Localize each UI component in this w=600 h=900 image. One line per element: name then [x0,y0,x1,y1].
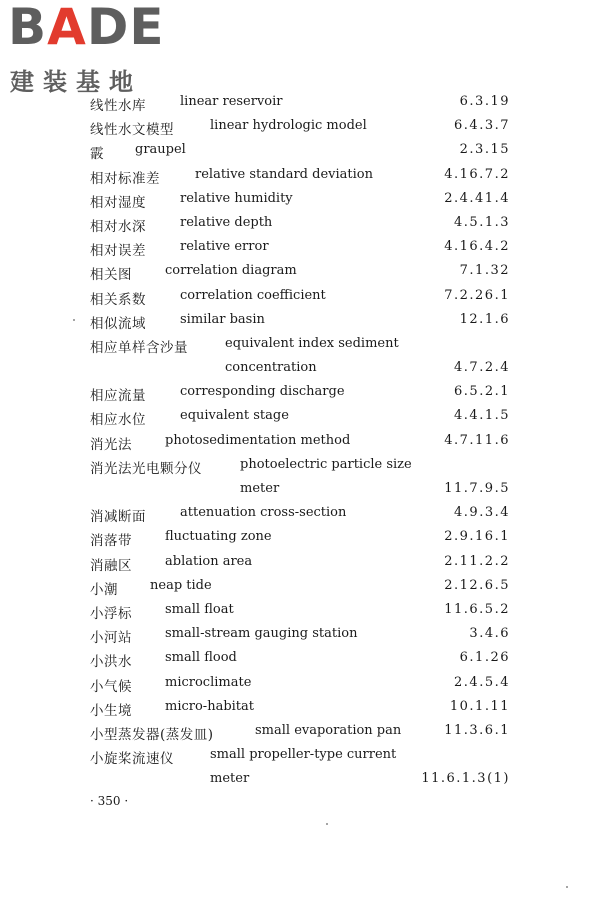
entry-section-reference: 6.4.3.7 [454,118,510,134]
entry-section-reference: 10.1.11 [449,698,510,714]
entry-english-term: relative depth [180,214,273,230]
entry-english-term: micro-habitat [165,698,255,714]
entry-english-term: graupel [135,142,186,158]
entry-section-reference: 4.16.7.2 [444,166,510,182]
entry-section-reference: 4.16.4.2 [444,239,510,255]
entry-chinese-term: 相对标准差 [90,170,160,187]
entry-section-reference: 2.11.2.2 [444,553,510,569]
entry-english-term: correlation diagram [165,263,297,279]
scan-speck [326,823,328,825]
glossary-entry [0,237,600,261]
glossary-entry [0,479,600,503]
glossary-entry [0,527,600,551]
entry-english-term: relative error [180,239,269,255]
brand-logo [8,0,178,96]
glossary-entry [0,165,600,189]
entry-chinese-term: 小潮 [90,581,118,598]
entry-english-term: meter [240,481,280,496]
logo-subtitle: 建装基地 [10,68,142,96]
entry-chinese-term: 小洪水 [90,654,132,671]
glossary-entry [0,648,600,672]
entry-english-term: similar basin [180,311,265,327]
page-number: · 350 · [90,794,129,808]
entry-chinese-term: 小气候 [90,678,132,695]
glossary-entry [0,382,600,406]
entry-chinese-term: 消落带 [90,533,132,550]
glossary-entry [0,503,600,527]
entry-english-term: small-stream gauging station [165,626,358,642]
entry-chinese-term: 小浮标 [90,605,132,622]
entry-section-reference: 2.4.41.4 [444,190,510,206]
entry-english-term: linear hydrologic model [210,118,367,134]
entry-chinese-term: 霰 [90,146,104,163]
entry-section-reference: 4.9.3.4 [454,505,510,521]
glossary-entry [0,116,600,140]
glossary-entry [0,624,600,648]
entry-chinese-term: 消光法光电颗分仪 [90,460,202,477]
entry-english-term: corresponding discharge [180,384,345,400]
glossary-entry [0,358,600,382]
entry-chinese-term: 相关系数 [90,291,146,308]
entry-english-term: equivalent stage [180,408,289,424]
entry-section-reference: 4.7.2.4 [454,360,510,376]
glossary-entry [0,697,600,721]
entry-section-reference: 7.1.32 [459,263,510,279]
entry-section-reference: 4.7.11.6 [444,432,510,448]
entry-english-term: fluctuating zone [165,529,272,545]
entry-section-reference: 11.6.1.3(1) [421,771,510,787]
glossary-entry [0,140,600,164]
entry-section-reference: 11.3.6.1 [444,722,510,738]
entry-chinese-term: 相似流域 [90,315,146,332]
glossary-entry [0,431,600,455]
entry-chinese-term: 小河站 [90,630,132,647]
entry-chinese-term: 相应水位 [90,412,146,429]
entry-section-reference: 6.3.19 [459,94,510,109]
entry-section-reference: 3.4.6 [469,626,510,642]
scan-speck [73,319,75,321]
entry-section-reference: 11.6.5.2 [444,601,510,617]
entry-chinese-term: 小旋桨流速仪 [90,751,174,768]
glossary-entry [0,576,600,600]
entry-chinese-term: 线性水库 [90,98,146,114]
entry-section-reference: 7.2.26.1 [444,287,510,303]
glossary-entry [0,600,600,624]
entry-chinese-term: 相对湿度 [90,194,146,211]
glossary-entry [0,721,600,745]
entry-chinese-term: 相应单样含沙量 [90,339,188,356]
entry-english-term: concentration [225,360,317,376]
entry-english-term: meter [210,771,250,787]
entry-chinese-term: 小生境 [90,702,132,719]
entry-english-term: ablation area [165,553,253,569]
entry-english-term: neap tide [150,577,212,593]
glossary-entry [0,310,600,334]
scan-speck [566,886,568,888]
glossary-entry [0,213,600,237]
glossary-entry [0,745,600,769]
entry-english-term: small flood [165,650,237,666]
entry-english-term: attenuation cross-section [180,505,347,521]
entry-english-term: small evaporation pan [255,722,402,738]
logo-wordmark: BADE [8,0,165,56]
entry-section-reference: 2.12.6.5 [444,577,510,593]
entry-english-term: equivalent index sediment [225,335,399,351]
entry-section-reference: 2.9.16.1 [444,529,510,545]
entry-section-reference: 2.4.5.4 [454,674,510,690]
entry-chinese-term: 消减断面 [90,509,146,526]
entry-chinese-term: 线性水文模型 [90,122,174,139]
entry-section-reference: 2.3.15 [459,142,510,158]
entry-section-reference: 4.4.1.5 [454,408,510,424]
entry-section-reference: 6.1.26 [459,650,510,666]
glossary-entry [0,189,600,213]
entry-section-reference: 4.5.1.3 [454,214,510,230]
entry-section-reference: 6.5.2.1 [454,384,510,400]
glossary-entry [0,673,600,697]
entry-chinese-term: 相对误差 [90,243,146,260]
entry-english-term: photoelectric particle size [240,456,412,472]
entry-english-term: linear reservoir [180,94,283,109]
entry-section-reference: 12.1.6 [459,311,510,327]
glossary-entry [0,92,600,116]
entry-english-term: relative humidity [180,190,293,206]
glossary-entry [0,552,600,576]
glossary-entry [0,334,600,358]
entry-chinese-term: 相应流量 [90,388,146,405]
entry-chinese-term: 小型蒸发器(蒸发皿) [90,726,214,743]
glossary-entry [0,769,600,793]
entry-section-reference: 11.7.9.5 [444,481,510,496]
entry-chinese-term: 消光法 [90,436,132,453]
entry-english-term: relative standard deviation [195,166,373,182]
entry-english-term: microclimate [165,674,252,690]
glossary-entry [0,455,600,479]
entry-english-term: photosedimentation method [165,432,351,448]
entry-english-term: small float [165,601,234,617]
entry-english-term: small propeller-type current [210,747,397,763]
entry-english-term: correlation coefficient [180,287,326,303]
entry-chinese-term: 相对水深 [90,218,146,235]
glossary-entry [0,406,600,430]
glossary-entry [0,261,600,285]
glossary-entry-list [0,92,600,793]
entry-chinese-term: 消融区 [90,557,132,574]
entry-chinese-term: 相关图 [90,267,132,284]
glossary-entry [0,286,600,310]
